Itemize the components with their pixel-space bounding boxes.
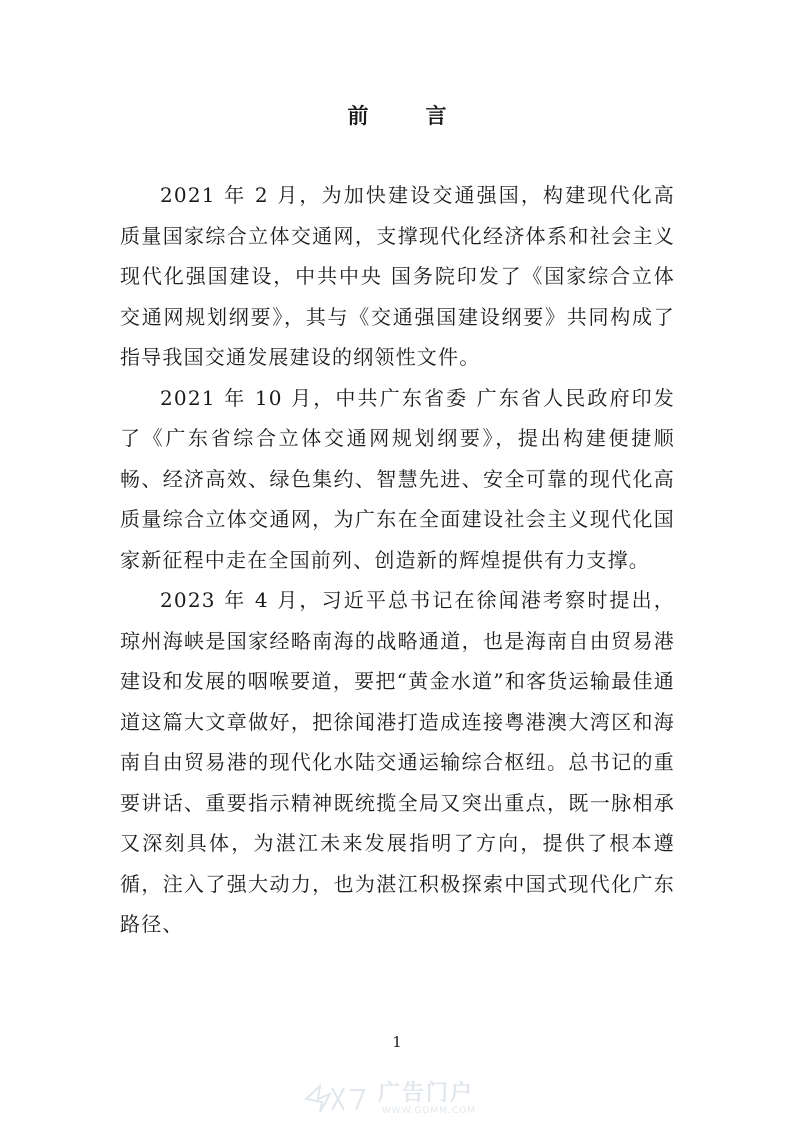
watermark [300, 1082, 510, 1118]
paragraph-2: 2021 年 10 月，中共广东省委 广东省人民政府印发了《广东省综合立体交通网规划纲要》，提出构建便捷顺畅、经济高效、绿色集约、智慧先进、安全可靠的现代化高质量综合立体交通网，为广东在全面建设社会主义现代化国家新征程中走在全国前列、创造新的辉煌提供有力支撑。 [120, 385, 675, 572]
paragraph-3: 2023 年 4 月，习近平总书记在徐闻港考察时提出，琼州海峡是国家经略南海的战略通道，也是海南自由贸易港建设和发展的咽喉要道，要把“黄金水道”和客货运输最佳通道这篇大文章做好，把徐闻港打造成连接粤港澳大湾区和海南自由贸易港的现代化水陆交通运输综合枢纽。总书记的重要讲话、重要指示精神既统揽全局又突出重点，既一脉相承又深刻具体，为湛江未来发展指明了方向，提供了根本遵循，注入了强大动力，也为湛江积极探索中国式现代化广东路径、 [120, 588, 675, 936]
page-number: 1 [392, 1033, 402, 1051]
page-title: 前 言 [347, 103, 465, 128]
document-body [120, 175, 675, 945]
paragraph-1: 2021 年 2 月，为加快建设交通强国，构建现代化高质量国家综合立体交通网，支撑现代化经济体系和社会主义现代化强国建设，中共中央 国务院印发了《国家综合立体交通网规划纲要》，其与《交通强国建设纲要》共同构成了指导我国交通发展建设的纲领性文件。 [120, 183, 675, 369]
watermark-brand: 广告门户 [378, 1081, 475, 1106]
watermark-url: WWW.GDMM.COM [382, 1106, 476, 1116]
star-logo-icon [300, 1082, 370, 1116]
